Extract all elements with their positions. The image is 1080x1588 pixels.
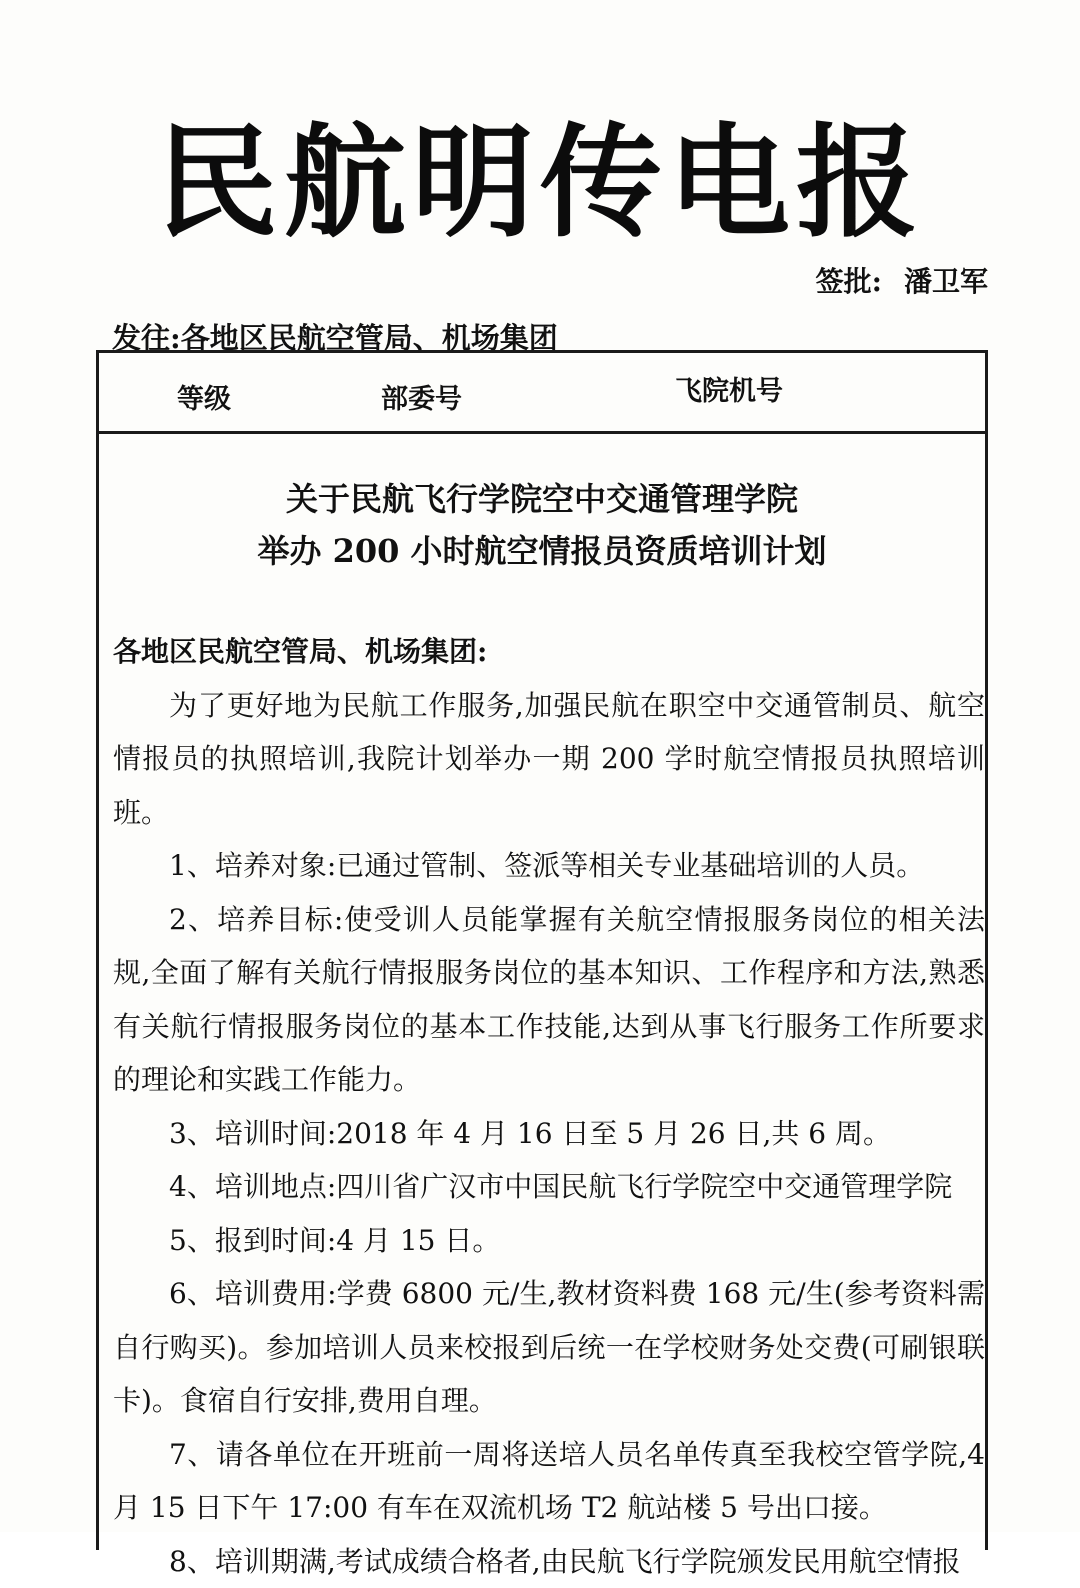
sign-label: 签批: [816, 265, 882, 298]
intro-paragraph: 为了更好地为民航工作服务,加强民航在职空中交通管制员、航空情报员的执照培训,我院计划举办一期 200 学时航空情报员执照培训班。 [113, 679, 985, 840]
item-7: 7、请各单位在开班前一周将送培人员名单传真至我校空管学院,4 月 15 日下午 17:00 有车在双流机场 T2 航站楼 5 号出口接。 [113, 1428, 985, 1535]
salutation: 各地区民航空管局、机场集团: [113, 625, 985, 679]
item-8: 8、培训期满,考试成绩合格者,由民航飞行学院颁发民用航空情报 [113, 1535, 985, 1588]
document-title-line1: 关于民航飞行学院空中交通管理学院 [99, 473, 985, 525]
ministry-number-label: 部委号 [381, 377, 462, 416]
document-title-line2: 举办 200 小时航空情报员资质培训计划 [99, 525, 985, 577]
grade-label: 等级 [177, 377, 231, 416]
telegram-frame [96, 350, 988, 1550]
item-2: 2、培养目标:使受训人员能掌握有关航空情报服务岗位的相关法规,全面了解有关航行情报服务岗位的基本知识、工作程序和方法,熟悉有关航行情报服务岗位的基本工作技能,达到从事飞行服务工作所要求的理论和实践工作能力。 [113, 893, 985, 1107]
telegram-title: 民航明传电报 [0, 108, 1080, 258]
item-4: 4、培训地点:四川省广汉市中国民航飞行学院空中交通管理学院 [113, 1160, 985, 1214]
item-6: 6、培训费用:学费 6800 元/生,教材资料费 168 元/生(参考资料需自行购买)。参加培训人员来校报到后统一在学校财务处交费(可刷银联卡)。食宿自行安排,费用自理。 [113, 1267, 985, 1428]
item-5: 5、报到时间:4 月 15 日。 [113, 1214, 985, 1268]
document-title [99, 473, 985, 577]
item-3: 3、培训时间:2018 年 4 月 16 日至 5 月 26 日,共 6 周。 [113, 1107, 985, 1161]
item-1: 1、培养对象:已通过管制、签派等相关专业基础培训的人员。 [113, 839, 985, 893]
document-body [113, 625, 985, 1588]
approval-signature [816, 262, 988, 302]
header-row [99, 353, 985, 434]
sign-name: 潘卫军 [904, 265, 988, 298]
plane-number-label: 飞院机号 [675, 369, 783, 408]
send-to-line: 发往:各地区民航空管局、机场集团 [112, 318, 558, 358]
